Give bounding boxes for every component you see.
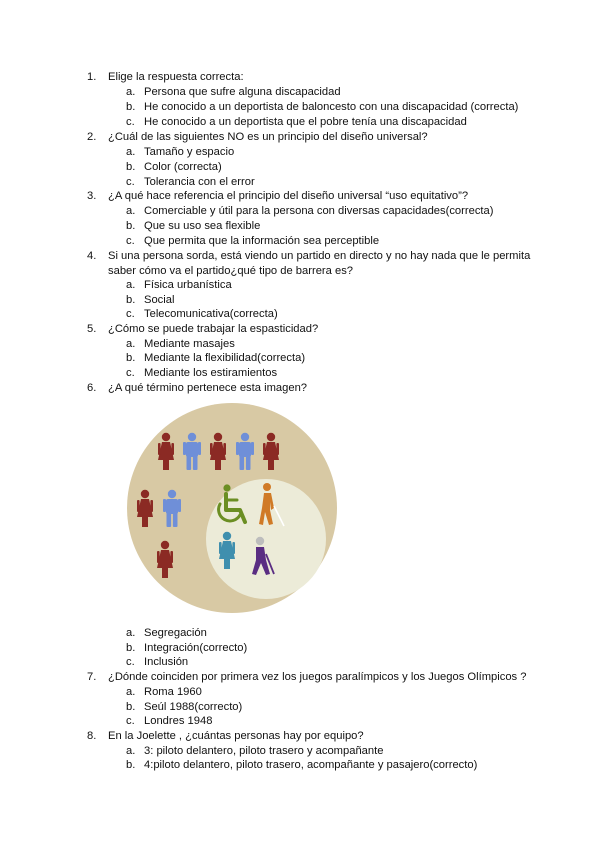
option-text: Física urbanística bbox=[144, 279, 232, 291]
option-text: Persona que sufre alguna discapacidad bbox=[144, 86, 341, 98]
option-letter: c. bbox=[126, 176, 135, 188]
option-letter: b. bbox=[126, 161, 136, 173]
option-letter: a. bbox=[126, 686, 136, 698]
option bbox=[126, 145, 564, 160]
option bbox=[126, 685, 564, 700]
question-3 bbox=[87, 189, 548, 204]
option bbox=[126, 655, 564, 670]
question-5 bbox=[87, 322, 548, 337]
option bbox=[126, 714, 564, 729]
question-text: ¿A qué término pertenece esta imagen? bbox=[108, 382, 308, 394]
option-text: Mediante los estiramientos bbox=[144, 367, 278, 379]
option bbox=[126, 351, 564, 366]
option bbox=[126, 758, 564, 773]
option-text: Integración(correcto) bbox=[144, 642, 248, 654]
option-text: Seúl 1988(correcto) bbox=[144, 701, 243, 713]
question-number: 4. bbox=[87, 250, 97, 262]
option-letter: a. bbox=[126, 745, 136, 757]
question-number: 2. bbox=[87, 131, 97, 143]
option bbox=[126, 641, 564, 656]
question-text: En la Joelette , ¿cuántas personas hay por equipo? bbox=[108, 730, 364, 742]
integration-figure bbox=[108, 398, 363, 618]
option-text: 4:piloto delantero, piloto trasero, acompañante y pasajero(correcto) bbox=[144, 759, 478, 771]
option bbox=[126, 293, 564, 308]
question-1 bbox=[87, 70, 548, 85]
option-text: Mediante masajes bbox=[144, 338, 235, 350]
option-letter: b. bbox=[126, 294, 136, 306]
option bbox=[126, 85, 564, 100]
question-text: Si una persona sorda, está viendo un partido en directo y no hay nada que le permita saber cómo va el partido¿qué tipo de barrera es? bbox=[108, 250, 531, 277]
question-6 bbox=[87, 381, 548, 396]
option bbox=[126, 307, 564, 322]
option-text: Que su uso sea flexible bbox=[144, 220, 261, 232]
option-text: Inclusión bbox=[144, 656, 189, 668]
question-text: ¿Dónde coinciden por primera vez los juegos paralímpicos y los Juegos Olímpicos ? bbox=[108, 671, 527, 683]
option bbox=[126, 366, 564, 381]
option-text: Que permita que la información sea perceptible bbox=[144, 235, 380, 247]
question-number: 7. bbox=[87, 671, 97, 683]
option-letter: b. bbox=[126, 759, 136, 771]
question-number: 8. bbox=[87, 730, 97, 742]
option-letter: c. bbox=[126, 308, 135, 320]
option-text: Mediante la flexibilidad(correcta) bbox=[144, 352, 306, 364]
option-text: Segregación bbox=[144, 627, 207, 639]
option-text: He conocido a un deportista de baloncesto con una discapacidad (correcta) bbox=[144, 101, 519, 113]
option-text: Londres 1948 bbox=[144, 715, 213, 727]
option-text: Tolerancia con el error bbox=[144, 176, 255, 188]
option-letter: b. bbox=[126, 642, 136, 654]
option-letter: c. bbox=[126, 656, 135, 668]
option-letter: b. bbox=[126, 220, 136, 232]
integration-illustration bbox=[108, 398, 363, 618]
option bbox=[126, 115, 564, 130]
question-number: 1. bbox=[87, 71, 97, 83]
option-text: 3: piloto delantero, piloto trasero y acompañante bbox=[144, 745, 384, 757]
option-letter: a. bbox=[126, 205, 136, 217]
option-text: Telecomunicativa(correcta) bbox=[144, 308, 278, 320]
option-letter: c. bbox=[126, 715, 135, 727]
option-letter: a. bbox=[126, 627, 136, 639]
question-number: 5. bbox=[87, 323, 97, 335]
option-text: Comerciable y útil para la persona con diversas capacidades(correcta) bbox=[144, 205, 494, 217]
option bbox=[126, 700, 564, 715]
question-text: Elige la respuesta correcta: bbox=[108, 71, 244, 83]
option-text: Color (correcta) bbox=[144, 161, 222, 173]
option-letter: a. bbox=[126, 146, 136, 158]
option bbox=[126, 175, 564, 190]
option-letter: a. bbox=[126, 338, 136, 350]
option-letter: b. bbox=[126, 701, 136, 713]
option bbox=[126, 160, 564, 175]
option-letter: b. bbox=[126, 352, 136, 364]
question-2 bbox=[87, 130, 548, 145]
option bbox=[126, 204, 564, 219]
question-text: ¿Cómo se puede trabajar la espasticidad? bbox=[108, 323, 319, 335]
option-letter: c. bbox=[126, 235, 135, 247]
option-letter: a. bbox=[126, 86, 136, 98]
option-text: Roma 1960 bbox=[144, 686, 202, 698]
option bbox=[126, 100, 564, 115]
question-number: 6. bbox=[87, 382, 97, 394]
option-letter: b. bbox=[126, 101, 136, 113]
question-4 bbox=[87, 249, 540, 278]
option bbox=[126, 744, 564, 759]
option-letter: c. bbox=[126, 116, 135, 128]
question-text: ¿A qué hace referencia el principio del diseño universal “uso equitativo”? bbox=[108, 190, 469, 202]
option bbox=[126, 337, 564, 352]
question-text: ¿Cuál de las siguientes NO es un principio del diseño universal? bbox=[108, 131, 428, 143]
option-letter: a. bbox=[126, 279, 136, 291]
option bbox=[126, 278, 564, 293]
option-letter: c. bbox=[126, 367, 135, 379]
option bbox=[126, 234, 564, 249]
option bbox=[126, 219, 564, 234]
option bbox=[126, 626, 564, 641]
question-number: 3. bbox=[87, 190, 97, 202]
question-7 bbox=[87, 670, 548, 685]
option-text: Tamaño y espacio bbox=[144, 146, 235, 158]
option-text: Social bbox=[144, 294, 175, 306]
question-8 bbox=[87, 729, 548, 744]
option-text: He conocido a un deportista que el pobre tenía una discapacidad bbox=[144, 116, 467, 128]
